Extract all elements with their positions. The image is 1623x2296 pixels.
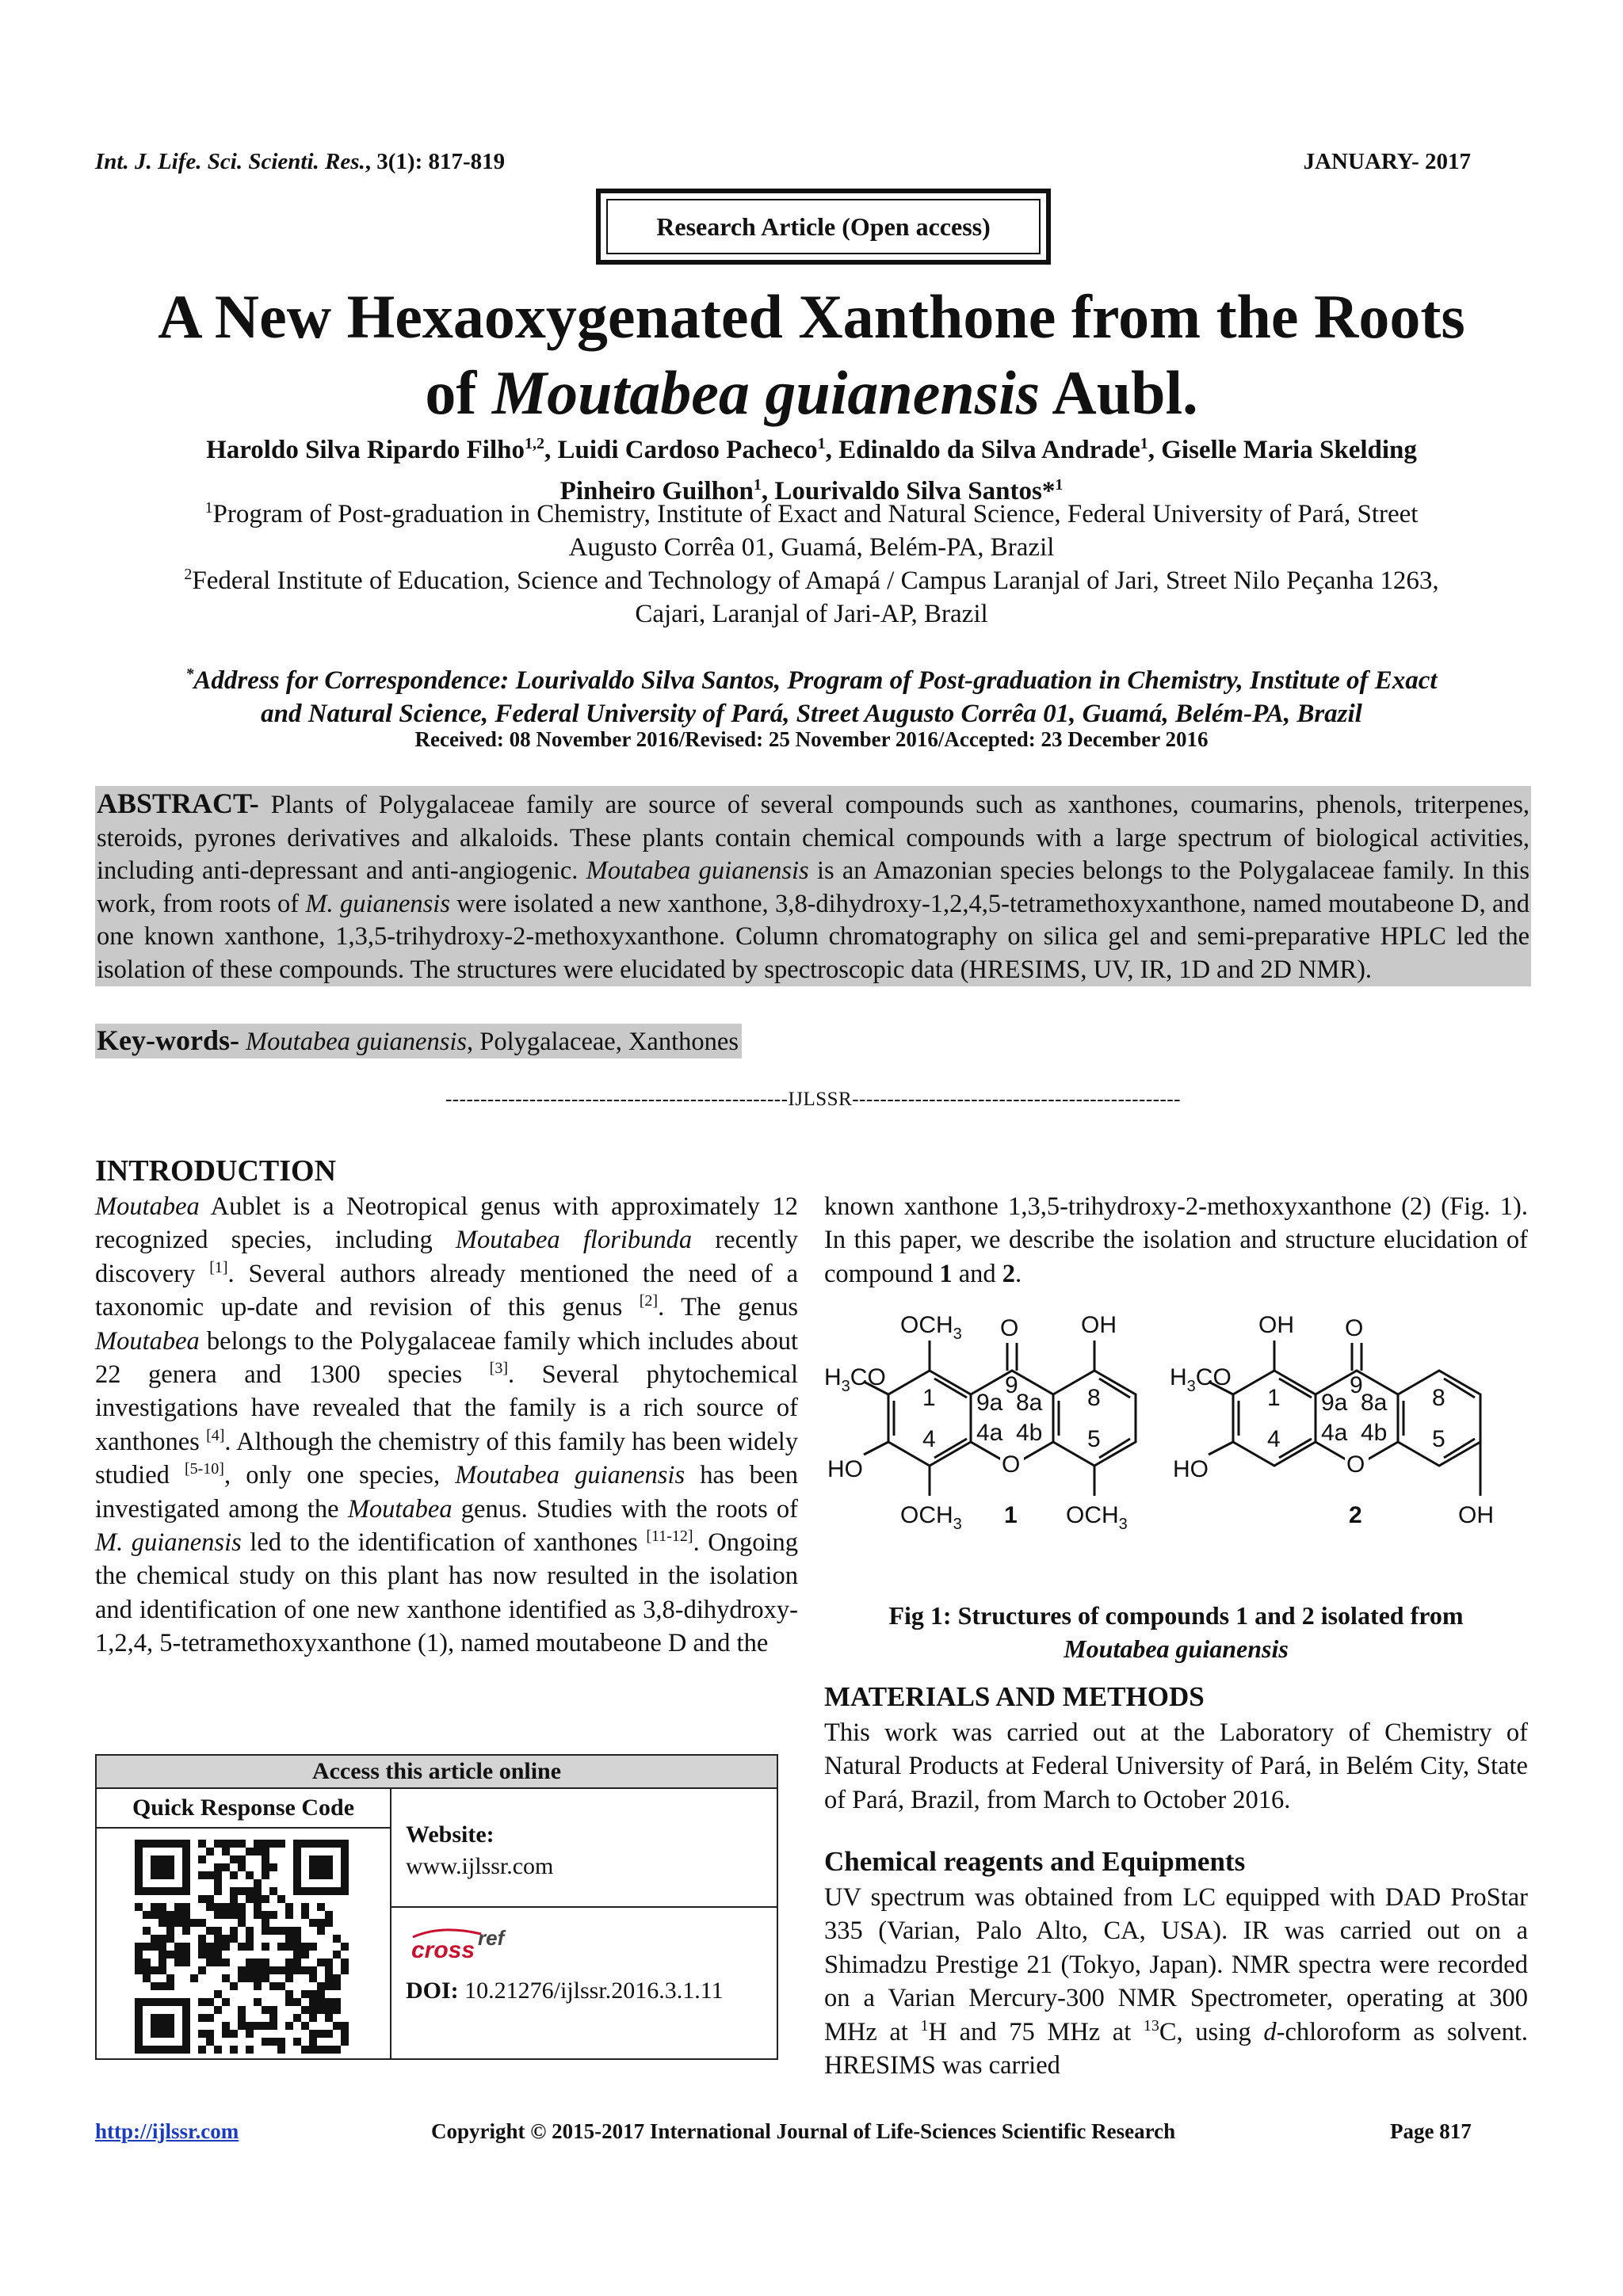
journal-citation: Int. J. Life. Sci. Scienti. Res., 3(1): 817-819 [95, 149, 506, 174]
reagents-heading: Chemical reagents and Equipments [824, 1846, 1246, 1877]
svg-text:H3CO: $H_3CO$ [824, 1364, 886, 1395]
svg-text:9a: 9a [1321, 1390, 1348, 1416]
svg-text:ref: ref [478, 1926, 505, 1950]
svg-text:2: 2 [1349, 1502, 1362, 1528]
svg-text:OH: OH [1081, 1312, 1117, 1338]
svg-text:5: 5 [1087, 1426, 1101, 1452]
svg-text:8: 8 [1432, 1385, 1445, 1411]
svg-text:OH: OH [1258, 1312, 1294, 1338]
article-access-box [95, 1754, 778, 2060]
introduction-continued: known xanthone 1,3,5-trihydroxy-2-methoxyxanthone (2) (Fig. 1). In this paper, we describe the isolation and structure elucidation of compound 1 and 2. [824, 1192, 1528, 1288]
svg-text:OH: OH [1458, 1502, 1494, 1528]
svg-text:8a: 8a [1016, 1390, 1043, 1416]
svg-text:9: 9 [1005, 1372, 1018, 1398]
svg-text:9a: 9a [976, 1390, 1003, 1416]
svg-text:8a: 8a [1361, 1390, 1388, 1416]
svg-text:1: 1 [1004, 1502, 1018, 1528]
author-list: Haroldo Silva Ripardo Filho$^{1,2}$, Luidi Cardoso Pacheco$^1$, Edinaldo da Silva Andrade$^1$, Giselle Maria Skelding Pinheiro Guilhon$^1$, Lourivaldo Silva Santos*$^1$ [206, 435, 1417, 505]
correspondence-address: *Address for Correspondence: Lourivaldo Silva Santos, Program of Post-graduation in Chemistry, Institute of Exact and Natural Science, Federal University of Pará, Street Augusto Corrêa 01, Guamá, Belém-PA, Brazil [185, 666, 1438, 728]
section-separator: -------------------------------------------------IJLSSR----------------------------------------------- [445, 1089, 1182, 1110]
svg-text:4a: 4a [1321, 1420, 1348, 1446]
qr-code-image [135, 1840, 349, 2058]
footer-url[interactable]: http://ijlssr.com [95, 2119, 239, 2143]
svg-text:9: 9 [1350, 1372, 1363, 1398]
svg-text:5: 5 [1432, 1426, 1445, 1452]
footer-copyright: Copyright © 2015-2017 International Journal of Life-Sciences Scientific Research [431, 2119, 1176, 2143]
svg-text:cross: cross [411, 1937, 475, 1963]
introduction-text: Moutabea Aublet is a Neotropical genus with approximately 12 recognized species, including Moutabea floribunda recently discovery [1]. Several authors already mentioned the need of a taxonomic up-date and revision of this genus [2]. The genus Moutabea belongs to the Polygalaceae family which includes about 22 genera and 1300 species [3]. Several phytochemical investigations have revealed that the family is a rich source of xanthones [4]. Although the chemistry of this family has been widely studied [5-10], only one species, Moutabea guianensis has been investigated among the Moutabea genus. Studies with the roots of M. guianensis led to the identification of xanthones [11-12]. Ongoing the chemical study on this plant has now resulted in the isolation and identification of one new xanthone identified as 3,8-dihydroxy-1,2,4, 5-tetramethoxyxanthone (1), named moutabeone D and the [95, 1192, 799, 1658]
introduction-heading: INTRODUCTION [95, 1154, 337, 1188]
page-number: Page 817 [1390, 2119, 1472, 2143]
svg-text:OCH3: $OCH_3$ [1066, 1502, 1128, 1533]
figure-1-structures [824, 1299, 1528, 1589]
svg-text:O: O [1000, 1315, 1019, 1341]
access-box-heading: Access this article online [97, 1756, 777, 1789]
issue-date: JANUARY- 2017 [1303, 149, 1471, 174]
affiliation-2: $^2$Federal Institute of Education, Science and Technology of Amapá / Campus Laranjal of Jari, Street Nilo Peçanha 1263, Cajari, Laranjal of Jari-AP, Brazil [184, 566, 1439, 628]
figure-1-caption: Fig 1: Structures of compounds 1 and 2 isolated from Moutabea guianensis [888, 1601, 1464, 1663]
svg-text:4a: 4a [976, 1420, 1003, 1446]
svg-text:1: 1 [922, 1385, 936, 1411]
svg-text:HO: HO [1173, 1456, 1209, 1482]
submission-dates: Received: 08 November 2016/Revised: 25 November 2016/Accepted: 23 December 2016 [414, 727, 1209, 751]
svg-text:H3CO: $H_3CO$ [1170, 1364, 1232, 1395]
svg-text:O: O [1002, 1451, 1021, 1478]
svg-text:8: 8 [1087, 1385, 1101, 1411]
article-title: A New Hexaoxygenated Xanthone from the Roots of Moutabea guianensis Aubl. [158, 282, 1465, 427]
keywords: Key-words- Moutabea guianensis, Polygalaceae, Xanthones [95, 1024, 742, 1058]
svg-text:OCH3: $OCH_3$ [900, 1502, 962, 1533]
website-block: Website: www.ijlssr.com [406, 1819, 553, 1882]
reagents-text: UV spectrum was obtained from LC equipped with DAD ProStar 335 (Varian, Palo Alto, CA, USA). IR was carried out on a Shimadzu Prestige 21 (Tokyo, Japan). NMR spectra were recorded on a Varian Mercury-300 NMR Spectrometer, operating at 300 MHz at $^1$H and 75 MHz at $^{13}$C, using d-chloroform as solvent. HRESIMS was carried [824, 1883, 1529, 2081]
svg-text:HO: HO [827, 1456, 863, 1482]
svg-text:4: 4 [922, 1426, 936, 1452]
qr-code-label: Quick Response Code [97, 1789, 390, 1829]
svg-text:4: 4 [1267, 1426, 1281, 1452]
methods-heading: MATERIALS AND METHODS [824, 1681, 1205, 1712]
svg-text:O: O [1345, 1315, 1364, 1341]
crossref-logo [410, 1926, 521, 1970]
affiliation-1: $^1$Program of Post-graduation in Chemistry, Institute of Exact and Natural Science, Federal University of Pará, Street Augusto Corrêa 01, Guamá, Belém-PA, Brazil [204, 499, 1419, 562]
abstract: ABSTRACT- Plants of Polygalaceae family are source of several compounds such as xanthones, coumarins, phenols, triterpenes, steroids, pyrones derivatives and alkaloids. These plants contain chemical compounds with a large spectrum of biological activities, including anti-depressant and anti-angiogenic. Moutabea guianensis is an Amazonian species belongs to the Polygalaceae family. In this work, from roots of M. guianensis were isolated a new xanthone, 3,8-dihydroxy-1,2,4,5-tetramethoxyxanthone, named moutabeone D, and one known xanthone, 1,3,5-trihydroxy-2-methoxyxanthone. Column chromatography on silica gel and semi-preparative HPLC led the isolation of these compounds. The structures were elucidated by spectroscopic data (HRESIMS, UV, IR, 1D and 2D NMR). [95, 786, 1531, 986]
methods-text: This work was carried out at the Laboratory of Chemistry of Natural Products at Federal University of Pará, in Belém City, State of Pará, Brazil, from March to October 2016. [824, 1718, 1528, 1814]
article-type-badge: Research Article (Open access) [596, 189, 1051, 265]
website-link[interactable]: www.ijlssr.com [406, 1853, 554, 1879]
svg-text:OCH3: $OCH_3$ [900, 1312, 962, 1343]
doi[interactable]: DOI: 10.21276/ijlssr.2016.3.1.11 [406, 1978, 724, 2004]
svg-text:1: 1 [1267, 1385, 1281, 1411]
svg-text:O: O [1346, 1451, 1365, 1478]
svg-text:4b: 4b [1361, 1420, 1388, 1446]
svg-text:4b: 4b [1016, 1420, 1043, 1446]
